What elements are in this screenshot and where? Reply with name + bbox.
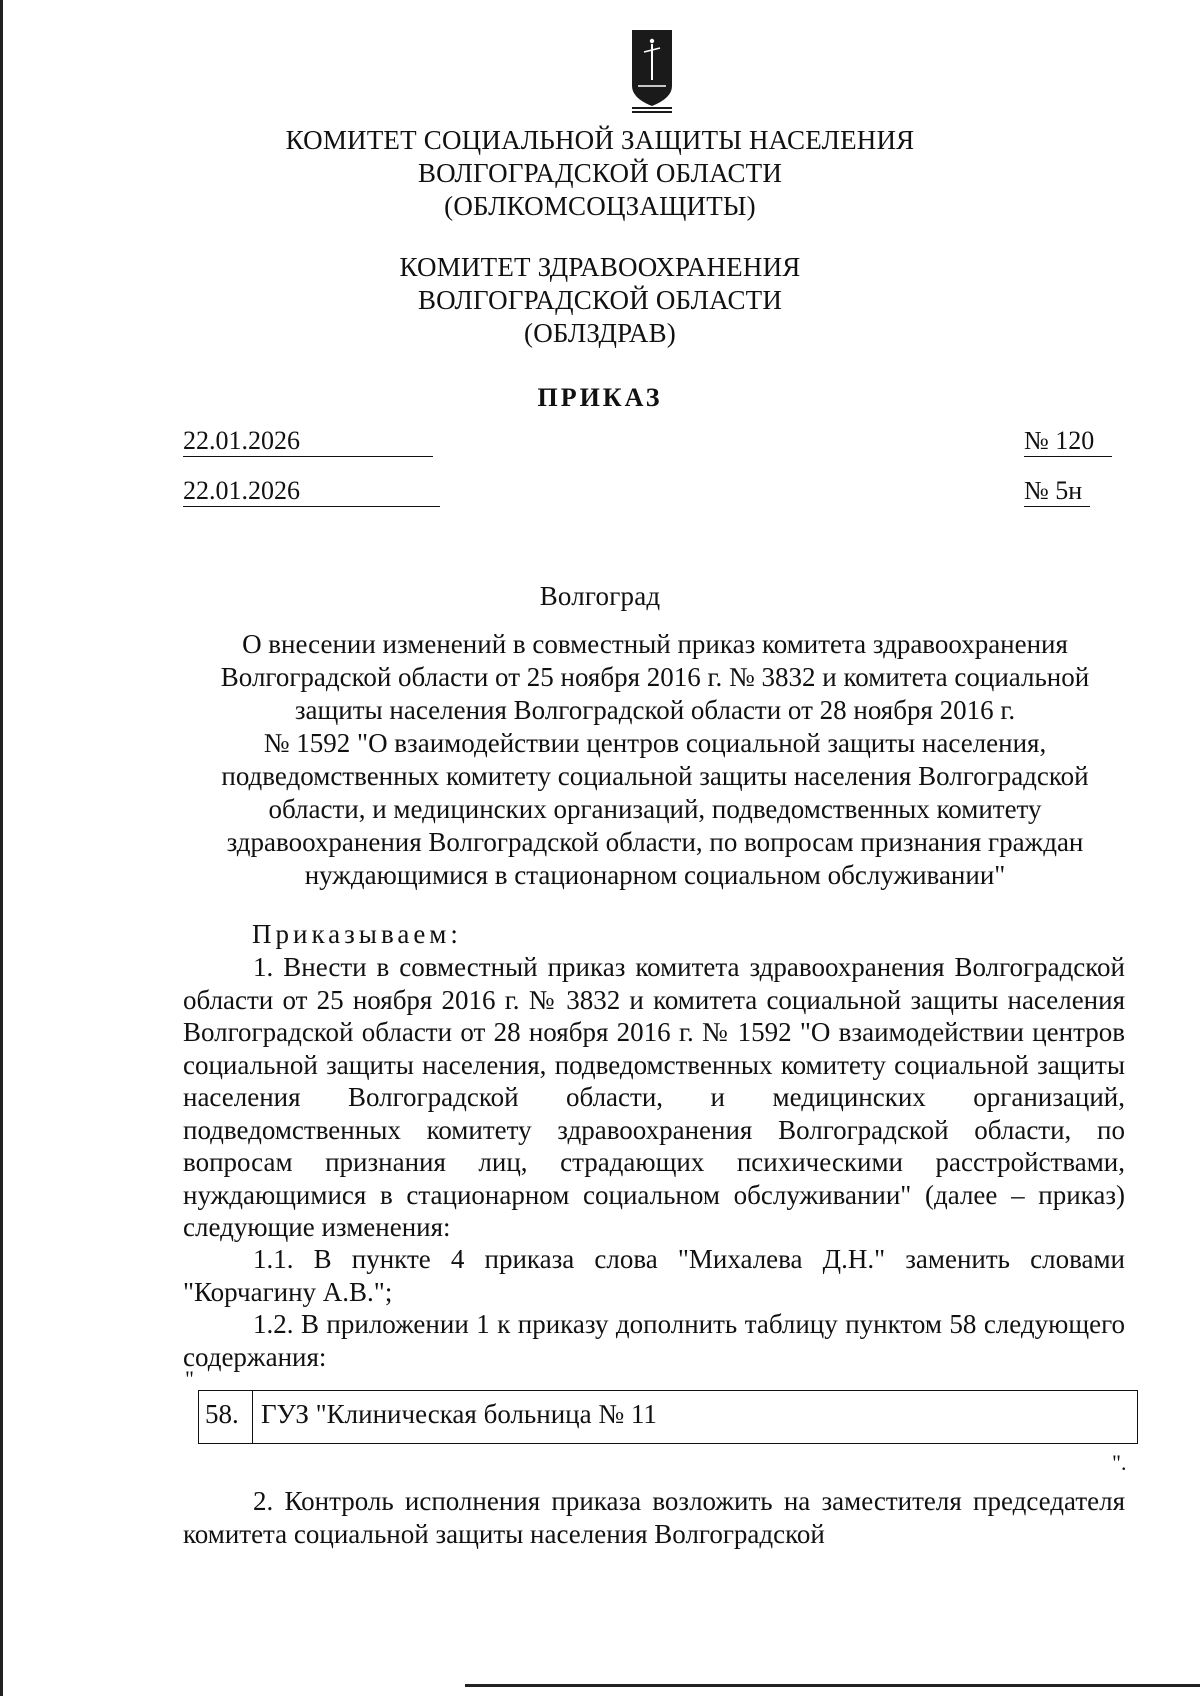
title-line: О внесении изменений в совместный приказ комитета здравоохранения bbox=[242, 629, 1068, 659]
order-number-2: № 5н bbox=[1024, 476, 1090, 507]
title-line: нуждающимися в стационарном социальном обслуживании" bbox=[304, 860, 1006, 890]
hospital-table bbox=[198, 1390, 1138, 1444]
heading-line: КОМИТЕТ СОЦИАЛЬНОЙ ЗАЩИТЫ НАСЕЛЕНИЯ bbox=[285, 125, 915, 155]
order-subject-title bbox=[185, 628, 1125, 892]
order-word: Приказываем: bbox=[252, 919, 462, 949]
order-date-1: 22.01.2026 bbox=[183, 426, 433, 457]
title-line: защиты населения Волгоградской области от 28 ноября 2016 г. bbox=[294, 695, 1016, 725]
order-date-2: 22.01.2026 bbox=[183, 476, 440, 507]
table-cell-name: ГУЗ "Клиническая больница № 11 bbox=[261, 1399, 657, 1429]
heading-line: (ОБЛКОМСОЦЗАЩИТЫ) bbox=[444, 191, 756, 221]
paragraph-item-2: 2. Контроль исполнения приказа возложить на заместителя председателя комитета социальной защиты населения Волгоградской bbox=[183, 1486, 1125, 1549]
opening-quote: " bbox=[185, 1366, 194, 1391]
coat-of-arms-icon bbox=[630, 28, 674, 114]
paragraph-item-1-1: 1.1. В пункте 4 приказа слова "Михалева Д.Н." заменить словами "Корчагину А.В."; bbox=[183, 1244, 1125, 1307]
city-name: Волгоград bbox=[539, 581, 661, 611]
order-number-1: № 120 bbox=[1024, 426, 1112, 457]
heading-line: ВОЛГОГРАДСКОЙ ОБЛАСТИ bbox=[417, 158, 783, 188]
title-line: подведомственных комитету социальной защиты населения Волгоградской bbox=[221, 761, 1089, 791]
closing-quote: ". bbox=[1112, 1450, 1127, 1475]
paragraph-item-1: 1. Внести в совместный приказ комитета здравоохранения Волгоградской области от 25 ноября 2016 г. № 3832 и комитета социальной защиты населения Волгоградской области от 28 ноября 2016 г. № 1592 "О взаимодействии центров социальной защиты населения, подведомственных комитету социальной защиты населения Волгоградской области, и медицинских организаций, подведомственных комитету здравоохранения Волгоградской области, по вопросам признания лиц, страдающих психическими расстройствами, нуждающимися в стационарном социальном обслуживании" (далее – приказ) следующие изменения: bbox=[183, 952, 1125, 1242]
title-line: здравоохранения Волгоградской области, по вопросам признания граждан bbox=[226, 827, 1084, 857]
title-line: № 1592 "О взаимодействии центров социальной защиты населения, bbox=[263, 728, 1047, 758]
title-line: области, и медицинских организаций, подведомственных комитету bbox=[268, 794, 1042, 824]
heading-line: КОМИТЕТ ЗДРАВООХРАНЕНИЯ bbox=[399, 252, 801, 282]
order-title: ПРИКАЗ bbox=[537, 383, 663, 412]
heading-line: (ОБЛЗДРАВ) bbox=[524, 318, 676, 348]
paragraph-item-1-2: 1.2. В приложении 1 к приказу дополнить таблицу пунктом 58 следующего содержания: bbox=[183, 1309, 1125, 1372]
title-line: Волгоградской области от 25 ноября 2016 г. № 3832 и комитета социальной bbox=[220, 662, 1090, 692]
heading-line: ВОЛГОГРАДСКОЙ ОБЛАСТИ bbox=[417, 285, 783, 315]
committee-health-heading bbox=[0, 251, 1200, 350]
committee-social-heading bbox=[0, 124, 1200, 223]
table-cell-number: 58. bbox=[199, 1391, 253, 1443]
page-bottom-line bbox=[465, 1684, 1200, 1687]
